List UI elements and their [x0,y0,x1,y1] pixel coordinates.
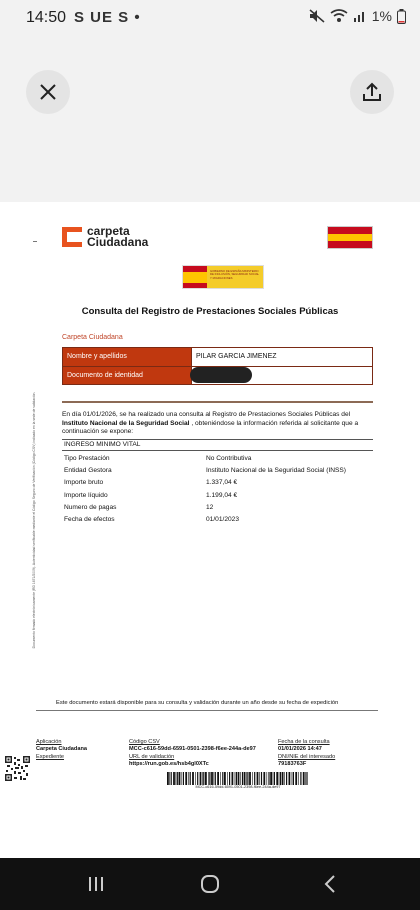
brand-line-1: carpeta [87,224,130,238]
status-time: 14:50 [26,9,67,26]
gobierno-banner [182,265,264,289]
close-button[interactable] [26,70,70,114]
signature-side-note: Documento firmado electrónicamente (RD 1671/2009). Autenticidad verificable mediante el Código Seguro de Verificación (Código CSV) indicado en la sede de validación. [32,391,36,649]
margin-dash [33,241,37,242]
status-bar [0,0,420,36]
footer-app: Aplicación Carpeta Ciudadana Expediente [36,739,87,760]
institution-name: Instituto Nacional de la Seguridad Social [62,419,190,427]
barcode-icon [167,772,309,785]
gobierno-banner-text: GOBIERNO DE ESPAÑA MINISTERIO DE INCLUSIÓN, SEGURIDAD SOCIAL Y MIGRACIONES [207,266,263,288]
divider [62,450,373,451]
validation-url[interactable]: https://run.gob.es/hsb4gl0XTc [129,761,209,768]
table-row [63,348,373,367]
qr-code-icon [5,756,30,781]
status-icons [309,8,406,24]
mute-icon [309,9,325,23]
back-icon [322,874,338,894]
battery-level: 1% [371,8,392,24]
share-button[interactable] [350,70,394,114]
share-icon [361,81,383,103]
document-page [0,202,420,858]
footer-csv: Código CSV MCC-c616-59dd-6591-0501-2398-f6ee-244a-de97 URL de validación https://run.gob.es/hsb4gl0XTc [129,739,256,768]
list-item: Fecha de efectos 01/01/2023 [64,516,240,524]
carpeta-ciudadana-logo [62,226,148,248]
navigation-bar [0,858,420,910]
footer-divider [36,710,378,711]
home-icon [200,874,220,894]
identity-table [62,347,373,385]
divider [62,401,373,403]
battery-icon [397,9,406,24]
section-label: Carpeta Ciudadana [62,334,123,341]
availability-note: Este documento estará disponible para su consulta y validación durante un año desde su fecha de expedición [56,700,339,706]
redaction-mark [190,367,252,383]
list-item: Numero de pagas 12 [64,503,214,511]
viewer-toolbar [0,36,420,202]
table-row [63,366,373,385]
brand-line-2: Ciudadana [87,235,149,249]
document-title: Consulta del Registro de Prestaciones Sociales Públicas [81,306,339,317]
identity-value-redacted [192,366,373,385]
carpeta-logo-icon [62,227,82,247]
recents-button[interactable] [84,872,108,896]
close-icon [39,83,57,101]
footer-date: Fecha de la consulta 01/01/2026 14:47 DNI/NIE del interesado 79183763F [278,739,336,768]
identity-key: Documento de identidad [63,366,192,385]
barcode-text: MCC-c616-59dd-6591-0501-2398-f6ee-244a-de97 [195,785,281,789]
benefit-details [64,452,364,526]
spain-flag-icon [327,226,373,249]
back-button[interactable] [318,872,342,896]
wifi-icon [330,9,348,23]
list-item: Entidad Gestora Instituto Nacional de la Seguridad Social (INSS) [64,466,347,474]
list-item: Importe bruto 1.337,04 € [64,479,238,487]
recents-icon [87,875,105,893]
list-item: Importe líquido 1.199,04 € [64,491,238,499]
signal-icon [353,9,367,23]
identity-key: Nombre y apellidos [63,348,192,367]
home-button[interactable] [198,872,222,896]
coat-of-arms-icon [183,266,207,288]
divider [62,439,373,440]
list-item: Tipo Prestación No Contributiva [64,454,252,462]
identity-value: PILAR GARCIA JIMENEZ [192,348,373,367]
benefit-heading: INGRESO MINIMO VITAL [64,441,141,448]
notification-icons: S UE S • [74,9,141,26]
consultation-paragraph: En día 01/01/2026, se ha realizado una consulta al Registro de Prestaciones Sociales Públicas del Instituto Nacional de la Seguridad Social , obteniéndose la información referida al solicitante que a continuación se expone: [62,411,359,436]
